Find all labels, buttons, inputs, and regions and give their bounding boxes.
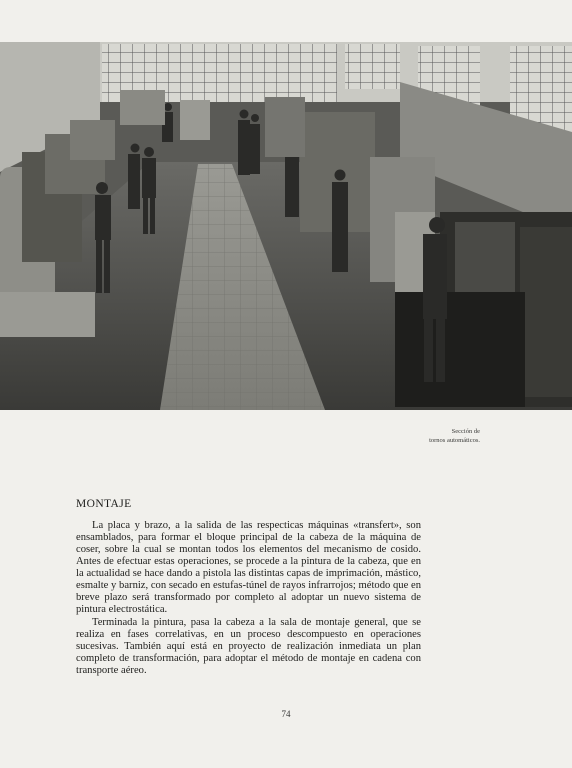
photo-caption: Sección de tornos automáticos. — [429, 428, 480, 444]
section-body — [76, 520, 421, 678]
page-number: 74 — [281, 709, 291, 719]
factory-photo-illustration — [0, 42, 572, 410]
factory-photo — [0, 42, 572, 410]
section-heading: MONTAJE — [76, 498, 132, 510]
paragraph: La placa y brazo, a la salida de las respecticas máquinas «transfert», son ensamblados, para formar el bloque principal de la cabeza de la máquina de coser, sobre la cual se montan todos los elementos del mecanismo de cosido. Antes de efectuar estas operaciones, se procede a la pintura de la cabeza, que en la actualidad se hace dando a pistola las distintas capas de imprimación, mástico, esmalte y barniz, con secado en estufas-túnel de rayos infrarrojos; método que en breve plazo será transformado por completo al adoptar un nuevo sistema de pintura electrostática. — [76, 520, 421, 615]
paragraph: Terminada la pintura, pasa la cabeza a la sala de montaje general, que se realiza en fases correlativas, en un proceso descompuesto en operaciones sucesivas. También aquí está en proyecto de realización inmediata un plan completo de transformación, para adoptar el método de montaje en cadena con transporte aéreo. — [76, 617, 421, 676]
